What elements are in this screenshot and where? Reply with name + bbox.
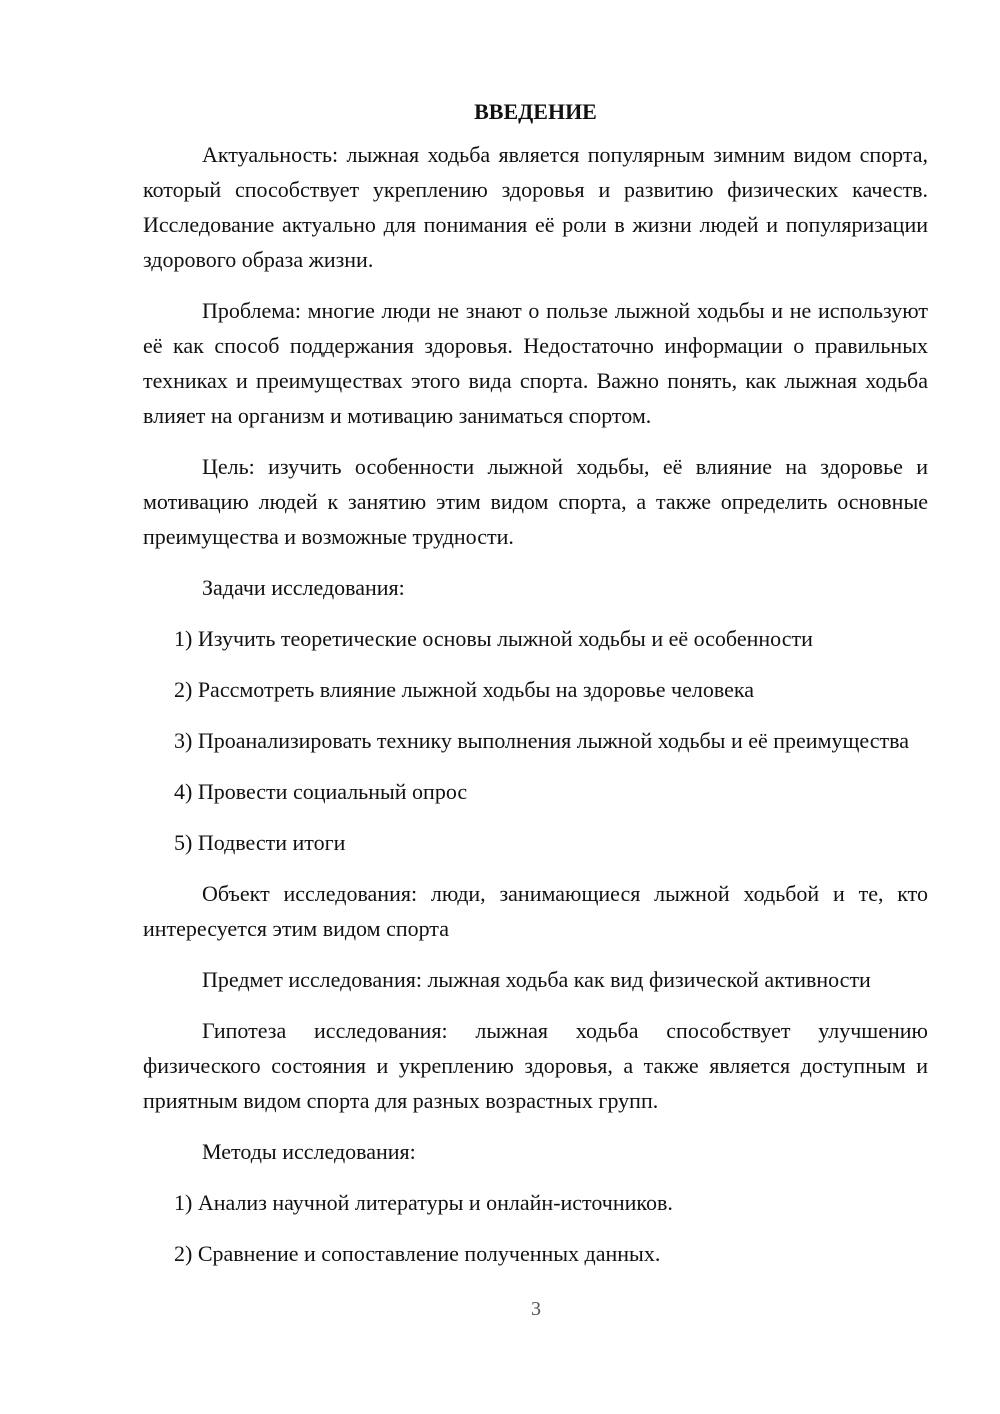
page-title: ВВЕДЕНИЕ (474, 99, 597, 124)
problem-paragraph: Проблема: многие люди не знают о пользе лыжной ходьбы и не используют её как способ поддержания здоровья. Недостаточно информации о правильных техниках и преимуществах этого вида спорта. Важно понять, как лыжная ходьба влияет на организм и мотивацию заниматься спортом. (143, 298, 928, 428)
task-item: 3) Проанализировать технику выполнения лыжной ходьбы и её преимущества (174, 728, 909, 753)
task-item: 2) Рассмотреть влияние лыжной ходьбы на здоровье человека (174, 677, 754, 702)
methods-heading: Методы исследования: (202, 1139, 416, 1164)
method-item: 1) Анализ научной литературы и онлайн-источников. (174, 1190, 673, 1215)
task-item: 1) Изучить теоретические основы лыжной ходьбы и её особенности (174, 626, 813, 651)
tasks-heading: Задачи исследования: (202, 575, 405, 600)
document-page (143, 96, 928, 1271)
goal-paragraph: Цель: изучить особенности лыжной ходьбы, её влияние на здоровье и мотивацию людей к занятию этим видом спорта, а также определить основные преимущества и возможные трудности. (143, 454, 928, 549)
relevance-paragraph: Актуальность: лыжная ходьба является популярным зимним видом спорта, который способствует укреплению здоровья и развитию физических качеств. Исследование актуально для понимания её роли в жизни людей и популяризации здорового образа жизни. (143, 142, 928, 272)
page-number: 3 (531, 1298, 541, 1320)
subject-paragraph: Предмет исследования: лыжная ходьба как вид физической активности (202, 967, 871, 992)
task-item: 5) Подвести итоги (174, 830, 346, 855)
hypothesis-paragraph: Гипотеза исследования: лыжная ходьба способствует улучшению физического состояния и укреплению здоровья, а также является доступным и приятным видом спорта для разных возрастных групп. (143, 1018, 928, 1113)
task-item: 4) Провести социальный опрос (174, 779, 468, 804)
object-paragraph: Объект исследования: люди, занимающиеся лыжной ходьбой и те, кто интересуется этим видом спорта (143, 881, 928, 941)
method-item: 2) Сравнение и сопоставление полученных данных. (174, 1241, 661, 1266)
